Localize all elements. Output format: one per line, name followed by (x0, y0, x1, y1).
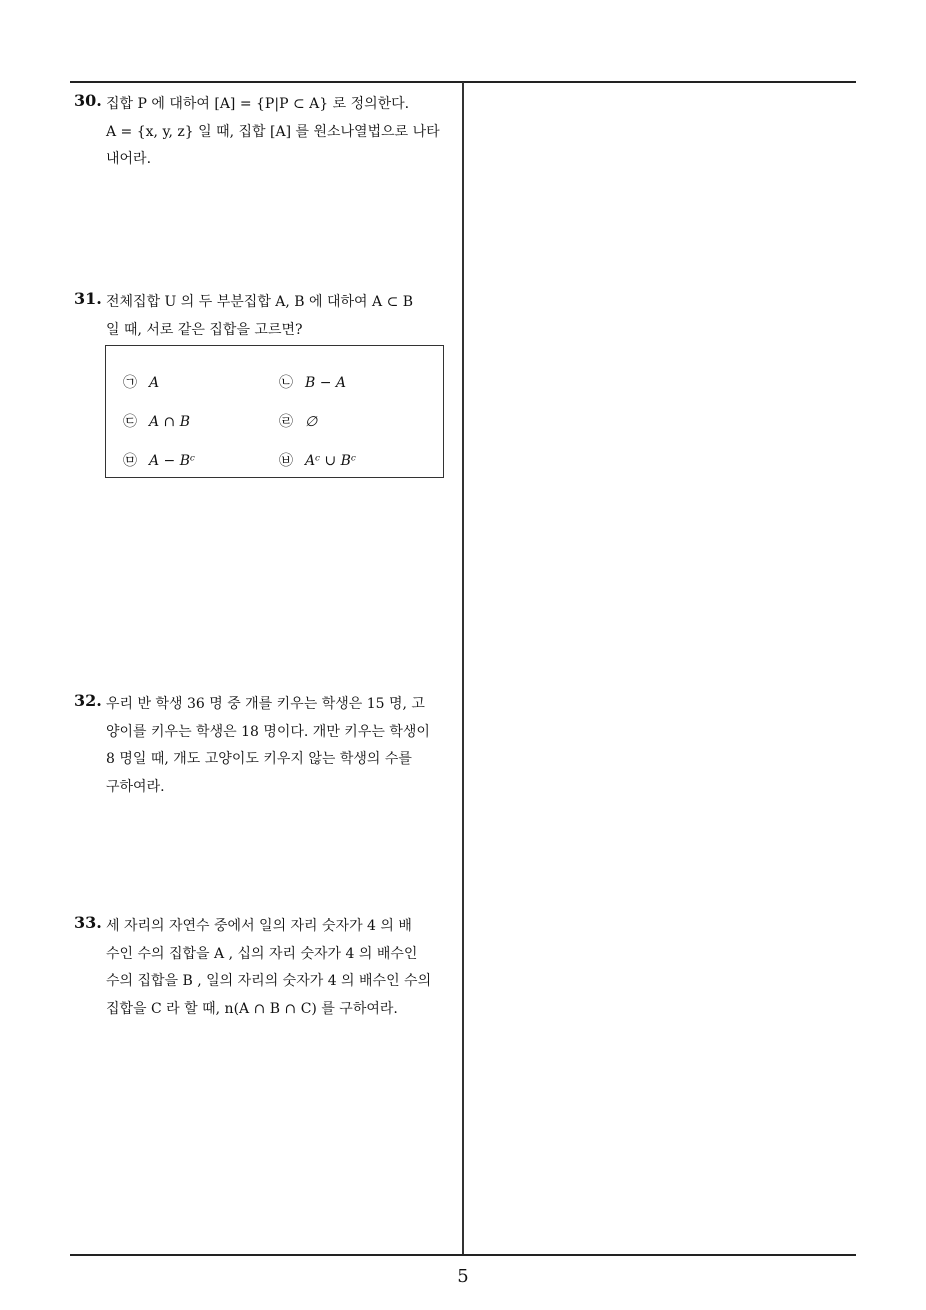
problem-32 (74, 691, 458, 801)
problem-text-line: 내어라. (106, 151, 152, 167)
problem-33 (74, 913, 458, 1023)
problem-text-line: 양이를 키우는 학생은 18 명이다. 개만 키우는 학생이 (106, 723, 430, 740)
problem-text-line: 세 자리의 자연수 중에서 일의 자리 숫자가 4 의 배 (106, 918, 412, 934)
choice-item (279, 372, 346, 392)
problem-text-line: 일 때, 서로 같은 집합을 고르면? (106, 321, 303, 338)
choice-mark: ㉢ (123, 414, 137, 430)
choices-box (105, 345, 444, 478)
bottom-rule (70, 1254, 856, 1256)
choice-mark: ㉣ (279, 414, 293, 430)
problem-number: 30. (74, 91, 102, 110)
problem-text-line: 수인 수의 집합을 A , 십의 자리 숫자가 4 의 배수인 (106, 945, 418, 962)
choice-expression: B − A (305, 375, 347, 391)
choice-mark: ㉡ (279, 375, 293, 391)
problem-text-line: A = {x, y, z} 일 때, 집합 [A] 를 원소나열법으로 나타 (106, 123, 440, 140)
problem-text-line: 집합을 C 라 할 때, n(A ∩ B ∩ C) 를 구하여라. (106, 1000, 398, 1017)
problem-text-line: 수의 집합을 B , 일의 자리의 숫자가 4 의 배수인 수의 (106, 973, 432, 989)
choice-item (123, 372, 159, 392)
choice-item (279, 450, 356, 470)
choice-item (123, 450, 195, 470)
problem-text-line: 우리 반 학생 36 명 중 개를 키우는 학생은 15 명, 고 (106, 696, 425, 712)
column-divider (462, 82, 464, 1256)
choice-item (279, 411, 317, 431)
problem-31 (74, 289, 458, 344)
choice-expression: A (149, 375, 160, 391)
choice-expression: ∅ (305, 414, 318, 430)
choice-expression: Aᶜ ∪ Bᶜ (305, 453, 356, 469)
choice-mark: ㉥ (279, 453, 293, 469)
problem-number: 32. (74, 691, 102, 710)
problem-number: 31. (74, 289, 102, 308)
problem-30 (74, 91, 458, 174)
problem-text-line: 8 명일 때, 개도 고양이도 키우지 않는 학생의 수를 (106, 751, 412, 767)
page-number: 5 (457, 1266, 469, 1287)
choice-mark: ㉤ (123, 453, 137, 469)
problem-number: 33. (74, 913, 102, 932)
problem-text-line: 구하여라. (106, 778, 165, 795)
problem-text-line: 전체집합 U 의 두 부분집합 A, B 에 대하여 A ⊂ B (106, 294, 414, 310)
choice-expression: A − Bᶜ (149, 453, 195, 469)
choice-item (123, 411, 190, 431)
choice-mark: ㉠ (123, 375, 137, 391)
problem-text-line: 집합 P 에 대하여 [A] = {P|P ⊂ A} 로 정의한다. (106, 96, 410, 112)
choice-expression: A ∩ B (149, 414, 191, 430)
